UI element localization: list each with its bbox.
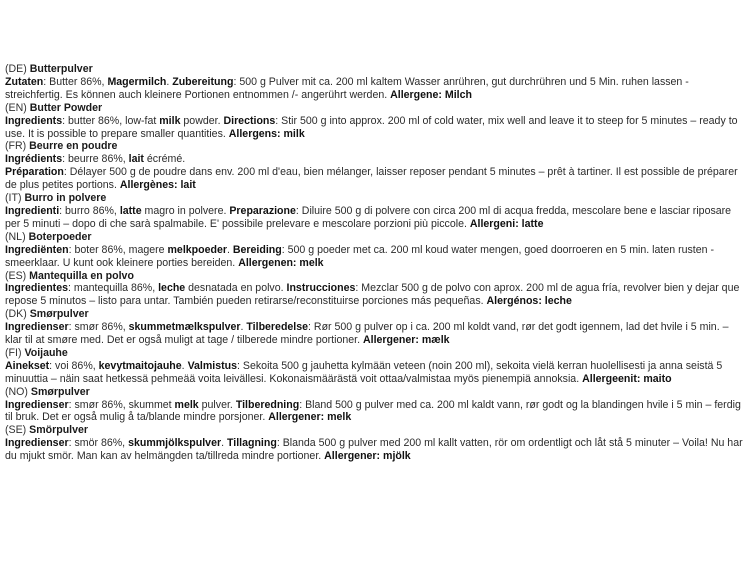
language-code: (NL) [5,230,26,243]
body-text: powder. [180,114,224,127]
body-text: : Blanda 500 g pulver med 200 ml kallt vatten, rör om ordentligt och låt stå 5 minuter – Voila! Nu har du mjukt smör. Man kan av helmängden ta/tillreda mindre portioner. [5,437,743,463]
body-text: : 500 g Pulver mit ca. 200 ml kaltem Wasser anrühren, gut durchrühren und 5 Min. ruhen lassen - streichfertig. Es können auch kleinere Portionen entnommen /- angerührt werden. [5,75,689,101]
bold-term: Allergener: mælk [363,334,450,347]
section-body [5,360,745,386]
product-title: Smörpulver [29,424,89,437]
bold-term: leche [158,282,186,295]
bold-term: Tillagning [226,437,277,450]
section-body [5,76,745,102]
body-text: : mantequilla 86%, [68,282,159,295]
section-heading [5,386,745,399]
product-title: Boterpoeder [28,230,92,243]
body-text: : beurre 86%, [62,153,129,166]
body-text: . [221,437,227,450]
product-title: Voijauhe [24,346,68,359]
section-heading [5,231,745,244]
body-text: : 500 g poeder met ca. 200 ml koud water mengen, goed doorroeren en 5 min. laten rusten - smeerklaar. U kunt ook kleinere porties bereiden. [5,243,714,269]
bold-term: skummetmælkspulver [128,321,241,334]
bold-term: Allergener: melk [268,411,352,424]
label-document [5,63,745,463]
section-heading [5,192,745,205]
bold-term: kevytmaitojauhe [98,359,182,372]
section-heading [5,63,745,76]
bold-term: Ingredientes [5,282,68,295]
body-text: : voi 86%, [49,359,99,372]
bold-term: Zutaten [5,75,44,88]
language-code: (DK) [5,308,27,321]
bold-term: Tilberedelse [246,321,309,334]
section-body [5,153,745,192]
bold-term: Ingredienser [5,321,69,334]
section-body [5,244,745,270]
bold-term: Bereiding [232,243,282,256]
section-body [5,115,745,141]
language-code: (SE) [5,424,27,437]
bold-term: lait [128,153,144,166]
language-code: (NO) [5,385,28,398]
bold-term: Magermilch [107,75,167,88]
bold-term: Allergènes: lait [119,179,196,192]
bold-term: Allergeni: latte [469,217,544,230]
bold-term: Valmistus [187,359,238,372]
section-heading [5,424,745,437]
language-section [5,386,745,425]
body-text: pulver. [198,398,236,411]
bold-term: melkpoeder [167,243,227,256]
section-heading [5,270,745,283]
language-code: (ES) [5,269,27,282]
body-text: : smør 86%, [68,321,129,334]
bold-term: milk [159,114,181,127]
language-code: (IT) [5,192,22,205]
body-text: : smør 86%, skummet [68,398,175,411]
product-title: Beurre en poudre [29,140,118,153]
bold-term: Préparation [5,166,64,179]
body-text: . [240,321,247,334]
language-section [5,347,745,386]
bold-term: Ingredienser [5,437,69,450]
product-title: Smørpulver [29,308,89,321]
language-section [5,63,745,102]
language-code: (DE) [5,63,27,75]
language-section [5,231,745,270]
section-heading [5,347,745,360]
body-text: : Mezclar 500 g de polvo con aprox. 200 ml de agua fría, revolver bien y dejar que repose 5 minutos – listo para untar. También pueden retirarse/reconstituirse porciones más pequeñas. [5,282,740,308]
language-section [5,270,745,309]
section-body [5,399,745,425]
body-text: . [226,243,233,256]
section-body [5,205,745,231]
language-section [5,192,745,231]
bold-term: Ingrediënten [5,243,69,256]
product-title: Burro in polvere [24,192,107,205]
section-heading [5,308,745,321]
bold-term: Alergénos: leche [486,295,572,308]
body-text: : Diluire 500 g di polvere con circa 200 ml di acqua fredda, mescolare bene e lasciar riposare per 5 minuti – dopo di che sarà spalmabile. E' possibile prelevare e mescolare porzioni più piccole. [5,204,732,230]
product-title: Butterpulver [29,63,93,75]
bold-term: latte [119,204,142,217]
language-section [5,140,745,192]
section-heading [5,102,745,115]
bold-term: Preparazione [229,204,296,217]
body-text: desnatada en polvo. [185,282,287,295]
body-text: : Rør 500 g pulver op i ca. 200 ml koldt vand, rør det godt igennem, lad det hvile i 5 min. – klar til at smøre med. Det er også muligt at tage / tilberede mindre portioner. [5,321,729,347]
body-text: écrémé. [143,153,186,166]
bold-term: Ainekset [5,359,50,372]
bold-term: Directions [223,114,276,127]
bold-term: Zubereitung [172,75,234,88]
product-title: Butter Powder [29,101,103,114]
body-text: . [166,75,173,88]
bold-term: skummjölkspulver [128,437,222,450]
bold-term: Allergeenit: maito [582,372,672,385]
body-text: : Butter 86%, [43,75,108,88]
section-body [5,437,745,463]
bold-term: Tilberedning [235,398,300,411]
language-code: (FI) [5,346,22,359]
body-text: : Sekoita 500 g jauhetta kylmään veteen (noin 200 ml), sekoita vielä kerran huolellisesti ja anna seistä 5 minuuttia – näin saat hetkessä pehmeää voita leivällesi. Kokonaismäärästä voit ottaa/valmistaa myös pienempiä annoksia. [5,359,723,385]
bold-term: Instrucciones [286,282,356,295]
body-text: . [181,359,188,372]
bold-term: Ingredienser [5,398,69,411]
bold-term: Ingredienti [5,204,60,217]
section-body [5,282,745,308]
body-text: : Bland 500 g pulver med ca. 200 ml kaldt vann, rør godt og la blandingen hvile i 5 min – ferdig til bruk. Det er også mulig å ta/blande mindre porsjoner. [5,398,741,424]
bold-term: Allergens: milk [228,127,305,140]
section-body [5,321,745,347]
body-text: : butter 86%, low-fat [62,114,160,127]
language-section [5,102,745,141]
body-text: : smör 86%, [68,437,129,450]
body-text: : Délayer 500 g de poudre dans env. 200 ml d'eau, bien mélanger, laisser reposer pendant 5 minutes – prêt à tartiner. Il est possible de préparer de plus petites portions. [5,166,738,192]
bold-term: Ingrédients [5,153,63,166]
body-text: : boter 86%, magere [68,243,168,256]
bold-term: Allergene: Milch [390,88,472,101]
language-code: (FR) [5,140,27,153]
language-section [5,424,745,463]
product-title: Smørpulver [30,385,90,398]
product-title: Mantequilla en polvo [29,269,134,282]
body-text: : Stir 500 g into approx. 200 ml of cold water, mix well and leave it to steep for 5 minutes – ready to use. It is possible to prepare smaller quantities. [5,114,738,140]
section-heading [5,140,745,153]
bold-term: melk [174,398,199,411]
language-code: (EN) [5,101,27,114]
language-section [5,308,745,347]
body-text: : burro 86%, [59,204,120,217]
bold-term: Allergenen: melk [238,256,324,269]
body-text: magro in polvere. [141,204,230,217]
bold-term: Allergener: mjölk [324,450,411,463]
bold-term: Ingredients [5,114,63,127]
